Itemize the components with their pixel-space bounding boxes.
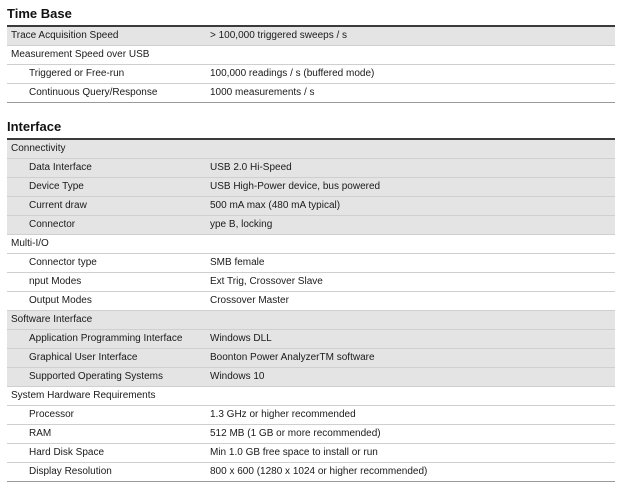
row-label: Continuous Query/Response [7, 84, 206, 103]
table-row [7, 425, 615, 444]
table-row [7, 387, 615, 406]
spec-sheet [7, 0, 615, 482]
row-label: Application Programming Interface [7, 330, 206, 349]
row-value: 1.3 GHz or higher recommended [206, 406, 615, 425]
table-row [7, 178, 615, 197]
table-row [7, 444, 615, 463]
row-label: Trace Acquisition Speed [7, 26, 206, 46]
table-row [7, 254, 615, 273]
row-value: SMB female [206, 254, 615, 273]
row-label: Hard Disk Space [7, 444, 206, 463]
table-row [7, 235, 615, 254]
group-label: Software Interface [7, 311, 615, 330]
row-value: Crossover Master [206, 292, 615, 311]
table-row [7, 311, 615, 330]
row-value: Windows 10 [206, 368, 615, 387]
row-label: Connector type [7, 254, 206, 273]
group-label: Connectivity [7, 139, 615, 159]
table-row [7, 65, 615, 84]
time-base-table [7, 25, 615, 103]
table-row [7, 26, 615, 46]
table-row [7, 368, 615, 387]
table-row [7, 463, 615, 482]
row-value: USB 2.0 Hi-Speed [206, 159, 615, 178]
group-label: Measurement Speed over USB [7, 46, 615, 65]
row-value: 512 MB (1 GB or more recommended) [206, 425, 615, 444]
row-value: Windows DLL [206, 330, 615, 349]
row-value: USB High-Power device, bus powered [206, 178, 615, 197]
table-row [7, 197, 615, 216]
table-row [7, 84, 615, 103]
table-row [7, 139, 615, 159]
table-row [7, 330, 615, 349]
row-label: Current draw [7, 197, 206, 216]
row-value: 1000 measurements / s [206, 84, 615, 103]
row-label: Device Type [7, 178, 206, 197]
table-row [7, 406, 615, 425]
group-label: Multi-I/O [7, 235, 615, 254]
row-value: Min 1.0 GB free space to install or run [206, 444, 615, 463]
row-value: Ext Trig, Crossover Slave [206, 273, 615, 292]
row-label: Output Modes [7, 292, 206, 311]
row-label: Supported Operating Systems [7, 368, 206, 387]
row-label: Triggered or Free-run [7, 65, 206, 84]
row-value: > 100,000 triggered sweeps / s [206, 26, 615, 46]
row-label: Display Resolution [7, 463, 206, 482]
section-title-interface: Interface [7, 119, 62, 134]
row-label: Connector [7, 216, 206, 235]
row-label: Graphical User Interface [7, 349, 206, 368]
group-label: System Hardware Requirements [7, 387, 615, 406]
section-title-time-base: Time Base [7, 6, 72, 21]
row-value: 500 mA max (480 mA typical) [206, 197, 615, 216]
interface-table [7, 138, 615, 482]
row-value: ype B, locking [206, 216, 615, 235]
table-row [7, 159, 615, 178]
row-label: Processor [7, 406, 206, 425]
table-row [7, 349, 615, 368]
row-value: 100,000 readings / s (buffered mode) [206, 65, 615, 84]
row-label: nput Modes [7, 273, 206, 292]
table-row [7, 292, 615, 311]
row-label: RAM [7, 425, 206, 444]
table-row [7, 46, 615, 65]
row-value: 800 x 600 (1280 x 1024 or higher recommended) [206, 463, 615, 482]
table-row [7, 216, 615, 235]
row-label: Data Interface [7, 159, 206, 178]
table-row [7, 273, 615, 292]
row-value: Boonton Power AnalyzerTM software [206, 349, 615, 368]
